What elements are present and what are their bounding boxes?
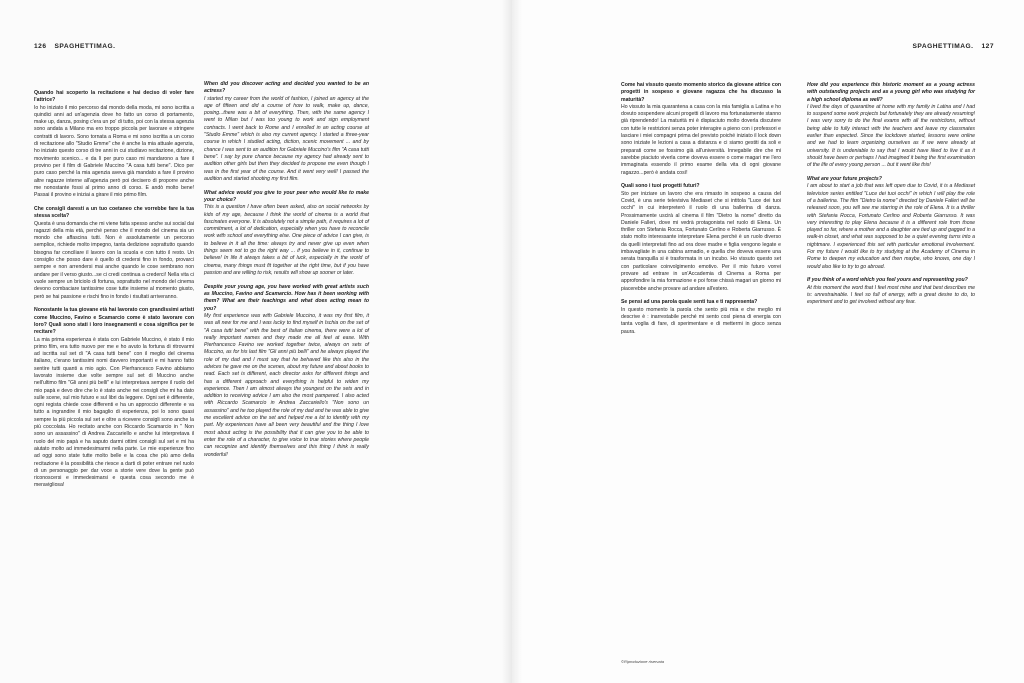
question-it: Nonostante la tua giovane età hai lavorato con grandissimi artisti come Muccino, Favino e Scamarcio come è stato lavorare con loro? Quali sono stati i loro insegnamenti e cosa significa per te recitare? <box>34 307 194 336</box>
answer-it: Io ho iniziato il mio percorso dal mondo della moda, mi sono iscritta a quindici anni ad un'agenzia dove ho fatto un corso di portamento, make up, danza, posing c'era un po' di tutto, poi con la stessa agenzia sono andata a Milano ma ero troppo piccola per lavorare e stringere contratti di lavoro. Sono tornata a Roma e mi sono iscritta a un corso di recitazione allo "Studio Emme" che è anche la mia attuale agenzia, ho iniziato questo corso di tre anni in cui studiavo recitazione, dizione, movimento scenico... e da lì per puro caso mi mandarono a fare il provino per il film di Gabriele Muccino "A casa tutti bene". Dico per puro caso perché la mia agenzia aveva già mandato a fare il provino altre ragazze interne all'agenzia però poi decisero di proporre anche me nonostante fossi al primo anno di corso. E andò molto bene! Passai il provino e iniziai a girare il mio primo film. <box>34 104 194 199</box>
magazine-title-left: SPAGHETTIMAG. <box>54 43 116 50</box>
question-it: Quando hai scoperto la recitazione e hai deciso di voler fare l'attrice? <box>34 90 194 104</box>
italian-column-left <box>34 90 194 496</box>
gutter-shadow-left <box>502 0 512 683</box>
answer-en: My first experience was with Gabriele Muccino, it was my first film, it was all new for me and I was lucky to find myself in Ischia on the set of "A casa tutti bene" with the best of Italian cinema, there were a lot of really important names and they made me all feel at ease. With Pierfrancesco Favino we worked together twice, always on sets of Muccino, as for his last film "Gli anni più belli" and he always played the role of my dad and I must say that he behaved like this also in the advices he gave me on the scenes, about my future and about books to read. Each set is different, each director asks for different things and has a different approach and everything is helpful to widen my experience. Then I am almost always the youngest on the sets and in addition to receiving advice I am also the most pampered. I also acted with Riccardo Scamarcio in Andrea Zaccariello's "Non sono un assassino" and he too played the role of my dad and he was able to give me excellent advice on the set and helped me a lot to identify with my part. My experiences have all been very beautiful and the thing I love most about acting is the possibility that it can give you to be able to enter the role of a character, to give voice to true stories where people can recognize and identify themselves and this thing I think is really wonderful! <box>204 312 370 458</box>
answer-it: Ho vissuto la mia quarantena a casa con la mia famiglia a Latina e ho dovuto sospendere alcuni progetti di lavoro ma fortunatamente stanno già riprendendo! La maturità mi è dispiaciuto molto doverla discutere con tutte le restrizioni senza poter interagire a pieno con i professori e lasciare i miei compagni prima del previsto poiché iniziato il lock down sono iniziate le lezioni a casa a distanza e ci siamo gestiti da soli e preparati come se fossimo già all'università. Innegabile dire che mi sarebbe piaciuto viverla come doveva essere o come magari me l'ero immaginata essendo il primo esame della vita di ogni giovane ragazzo...però è andata così! <box>621 103 781 176</box>
magazine-title-right: SPAGHETTIMAG. <box>912 43 974 50</box>
left-folio <box>34 43 123 50</box>
question-it: Che consigli daresti a un tuo coetaneo che vorrebbe fare la tua stessa scelta? <box>34 205 194 220</box>
page-number-left: 126 <box>34 43 47 50</box>
question-en: If you think of a word which you feel yours and representing you? <box>807 277 968 284</box>
answer-it: Sto per iniziare un lavoro che era rimasto in sospeso a causa del Covid, è una serie televisiva Mediaset che si intitola "Luce dei tuoi occhi" in cui interpreterò il ruolo di una ballerina di danza. Prossimamente uscirà al cinema il film "Dietro la nome" diretto da Daniele Falleri, dove mi vedrà protagonista nel ruolo di Elena. Un thriller con Stefania Rocca, Fortunato Cerlino e Roberta Giarrusso. È stato molto interessante interpretare Elena perché è un ruolo diverso da quelli interpretati fino ad ora dove madre e figlia vengono legate e imbavagliate in una cabina armadio, e quella che doveva essere una serata tranquilla si è trasformata in un incubo. Ho vissuto questo set con particolare coinvolgimento emotivo. Per il mio futuro vorrei provare ad entrare in un'Accademia di Cinema a Roma per approfondire la mia formazione e poi forse chissà magari un giorno mi piacerebbe anche provare ad andare all'estero. <box>621 190 781 292</box>
question-it: Come hai vissuto questo momento storico da giovane attrice con progetti in sospeso e giovane ragazza che ha discusso la maturità? <box>621 82 781 103</box>
answer-en: This is a question I have often been asked, also on social networks by kids of my age, because I think the world of cinema is a world that fascinates everyone. It is absolutely not a simple path, it requires a lot of commitment, a lot of dedication, especially when you have to reconcile work with school and everything else. One piece of advice I can give, is to believe in it all the time: always try and never give up even when things seem not to go the right way ... if you believe in it, continue to believe! In life it always takes a bit of luck, especially in the world of cinema, many things must fit together at the right time, but if you have passion and are willing to risk, results will show up sooner or later. <box>204 204 369 276</box>
question-it: Quali sono i tuoi progetti futuri? <box>621 183 700 190</box>
answer-it: Questa è una domanda che mi viene fatta spesso anche sui social dai ragazzi della mia età, perché penso che il mondo del cinema sia un mondo che affascina tutti. Non è assolutamente un percorso semplice, richiede molto impegno, tanta dedizione soprattutto quando bisogna far conciliare il lavoro con la scuola e con tutto il resto. Un consiglio che posso dare è quello di credersi fino in fondo, provarci sempre e non arrendersi mai anche quando le cose sembrano non andare per il verso giusto...se ci credi continua a crederci! Nella vita ci vuole sempre un briciolo di fortuna, soprattutto nel mondo del cinema devono combaciare tantissime cose tutte insieme al momento giusto, però se hai passione e rischi fino in fondo i risultati arriveranno. <box>34 220 194 300</box>
answer-en: I started my career from the world of fashion, I joined an agency at the age of fifteen and did a course of how to walk, make up, dance, posing...there was a bit of everything. Then, with the same agency I went to Milan but I was too young to work and sign employment contracts. I went back to Rome and I enrolled in an acting course at "Studio Emme" which is also my current agency. I started a three-year course in which I studied acting, diction, scenic movement ... and by chance I was sent to an audition for Gabriele Muccino's film "A casa tutti bene". I say by pure chance because my agency had already sent to audition other girls but then they decided to propose me even though I was in the first year of the course. And it went very well! I passed the audition and started shooting my first film. <box>204 95 369 182</box>
question-it: Se pensi ad una parola quale senti tua e ti rappresenta? <box>621 299 758 306</box>
english-column-right <box>807 82 975 313</box>
italian-column-right <box>621 82 781 342</box>
question-en: How did you experience this historic moment as a young actress with outstanding projects and as a young girl who was studying for a high school diploma as well? <box>807 82 975 103</box>
question-en: Despite your young age, you have worked with great artists such as Muccino, Favino and Scamarcio. How has it been working with them? What are their teachings and what does acting mean to you? <box>204 283 369 312</box>
answer-en: I lived the days of quarantine at home with my family in Latina and I had to suspend some work projects but fortunately they are already resuming! I was very sorry to do the final exams with all the restrictions, without being able to fully interact with the teachers and leave my classmates earlier than expected. Since the lockdown started, lessons were online and we had to learn organizing ourselves as if we were already at university. It is undeniable to say that I would have liked to live it as it should have been or perhaps I had imagined it being the first examination of the life of every young person ... but it went like this! <box>807 103 975 169</box>
answer-en: I am about to start a job that was left open due to Covid, it is a Mediaset television series entitled "Luce dei tuoi occhi" in which I will play the role of a ballerina. The film "Dietro la nome" directed by Daniele Falleri will be released soon, you will see me starring in the role of Elena. It is a thriller with Stefania Rocca, Fortunato Cerlino and Roberta Giarrusso. It was very interesting to play Elena because it is a different role from those played so far, where a mother and a daughter are tied up and gagged in a walk-in closet, and what was supposed to be a quiet evening turns into a nightmare. I experienced this set with particular emotional involvement. For my future I would like to try studying at the Academy of Cinema in Rome to deepen my education and then maybe, who knows, one day I would also like to try to go abroad. <box>807 183 975 270</box>
page-number-right: 127 <box>981 43 994 50</box>
question-en: What advice would you give to your peer who would like to make your choice? <box>204 189 369 203</box>
copyright-credit: ©Riproduzione riservata <box>621 659 664 664</box>
question-en: When did you discover acting and decided you wanted to be an actress? <box>204 81 369 95</box>
english-column-left <box>204 81 369 465</box>
gutter-shadow-right <box>512 0 522 683</box>
answer-en: At this moment the word that I feel most mine and that best describes me is: unrestrainable. I feel so full of energy, with a great desire to do, to experiment and to get involved without any fear. <box>807 284 975 306</box>
answer-it: La mia prima esperienza è stata con Gabriele Muccino, è stato il mio primo film, era tutto nuovo per me e ho avuto la fortuna di ritrovarmi ad iscritta sul set di "A casa tutti bene" con il meglio del cinema italiano, c'erano tantissimi nomi davvero importanti e mi hanno fatto sentire tutti quanti a mio agio. Con Pierfrancesco Favino abbiamo lavorato insieme due volte sempre sul set di Muccino anche nell'ultimo film "Gli anni più belli" e lui interpretava sempre il ruolo del mio papà e devo dire che lo è stato anche nei consigli che mi ha dato sulle scene, sul mio futuro e sul libri da leggere. Ogni set è differente, ogni regista chiede cose differenti e ha un approccio differente e va tutto a ingrandire il mio bagaglio di esperienza, poi lo sono quasi sempre la più piccola sul set e oltre a ricevere consigli sono anche la più coccolata. Ho recitato anche con Riccardo Scamarcio in " Non sono un assassino" di Andrea Zaccariello e anche lui interpretava il ruolo del mio papà e ha saputo darmi ottimi consigli sul set e mi ha aiutato molto ad immedesimarmi nella parte. Le mie esperienze fino ad oggi sono state tutte molto belle e la cosa che più amo della recitazione è la possibilità che riesce a darti di poter entrare nel ruolo di un personaggio per dar voce a storie vere dove la gente può riconoscersi e immedesimarsi e questa cosa secondo me è meravigliosa! <box>34 336 194 489</box>
answer-it: In questo momento la parola che sento più mia e che meglio mi descrive è : inarrestabile perché mi sento così piena di energia con tanta voglia di fare, di sperimentare e di mettermi in gioco senza paura. <box>621 306 781 335</box>
question-en: What are your future projects? <box>807 176 882 183</box>
right-folio <box>913 43 994 50</box>
